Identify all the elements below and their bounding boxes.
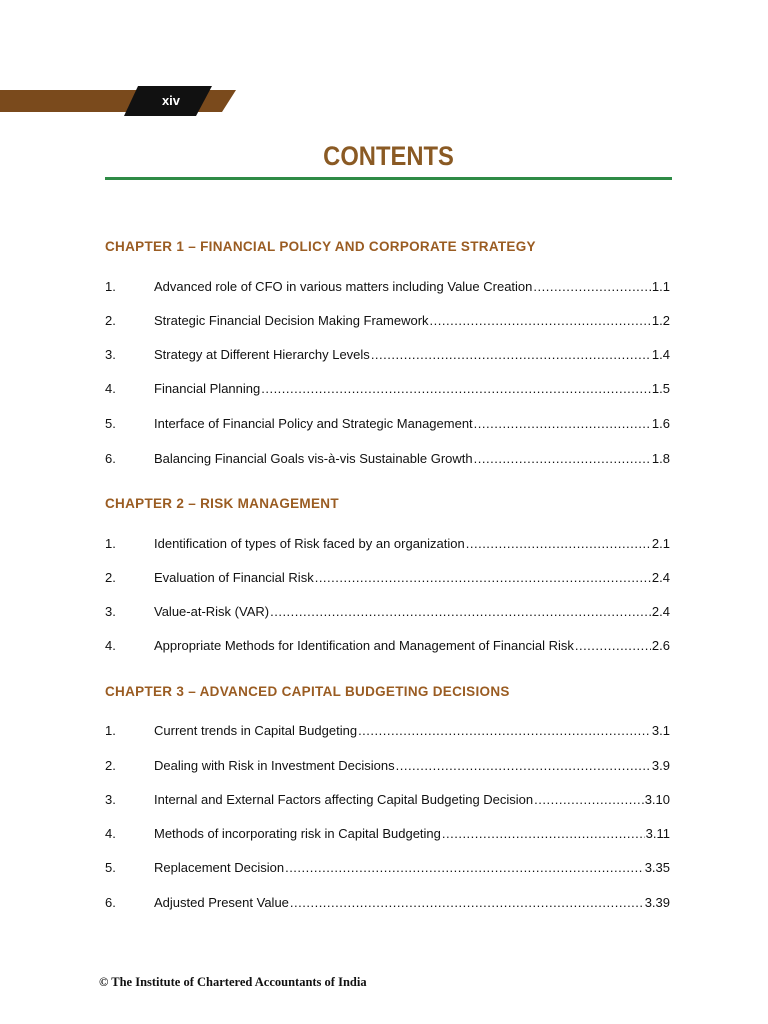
entry-title: Internal and External Factors affecting Capital Budgeting Decision <box>154 792 534 807</box>
leader-dots <box>474 416 651 431</box>
entry-page: 3.10 <box>644 792 670 807</box>
entry-page: 3.9 <box>651 758 670 773</box>
toc-entry[interactable] <box>105 313 670 331</box>
leader-dots <box>533 279 651 294</box>
leader-dots <box>534 792 644 807</box>
entry-title: Value-at-Risk (VAR) <box>154 604 270 619</box>
entry-number: 2. <box>105 570 116 585</box>
entry-title: Evaluation of Financial Risk <box>154 570 314 585</box>
entry-number: 3. <box>105 604 116 619</box>
copyright-footer: © The Institute of Chartered Accountants of India <box>99 975 367 989</box>
entry-number: 5. <box>105 416 116 431</box>
entry-title: Current trends in Capital Budgeting <box>154 723 358 738</box>
toc-entry[interactable] <box>105 570 670 588</box>
leader-dots <box>315 570 651 585</box>
entry-page: 2.1 <box>651 536 670 551</box>
leader-dots <box>285 860 644 875</box>
toc-entry[interactable] <box>105 860 670 878</box>
toc-entry[interactable] <box>105 723 670 741</box>
entry-number: 2. <box>105 313 116 328</box>
entry-page: 1.1 <box>651 279 670 294</box>
entry-page: 1.4 <box>651 347 670 362</box>
toc-entry[interactable] <box>105 758 670 776</box>
entry-number: 6. <box>105 895 116 910</box>
entry-page: 3.39 <box>644 895 670 910</box>
entry-title: Replacement Decision <box>154 860 285 875</box>
entry-number: 1. <box>105 723 116 738</box>
entry-title: Dealing with Risk in Investment Decisions <box>154 758 395 773</box>
toc-entry[interactable] <box>105 604 670 622</box>
entry-title: Interface of Financial Policy and Strategic Management <box>154 416 473 431</box>
toc-entry[interactable] <box>105 536 670 554</box>
entry-number: 3. <box>105 347 116 362</box>
toc-entry[interactable] <box>105 381 670 399</box>
page-title: CONTENTS <box>323 141 454 171</box>
title-divider <box>105 177 672 180</box>
toc-entry[interactable] <box>105 895 670 913</box>
entry-title: Balancing Financial Goals vis-à-vis Sustainable Growth <box>154 451 473 466</box>
entry-page: 3.35 <box>644 860 670 875</box>
entry-title: Strategy at Different Hierarchy Levels <box>154 347 370 362</box>
leader-dots <box>270 604 651 619</box>
entry-page: 1.8 <box>651 451 670 466</box>
leader-dots <box>430 313 651 328</box>
leader-dots <box>358 723 651 738</box>
leader-dots <box>466 536 651 551</box>
toc-entry[interactable] <box>105 416 670 434</box>
entry-title: Identification of types of Risk faced by an organization <box>154 536 465 551</box>
entry-title: Strategic Financial Decision Making Framework <box>154 313 429 328</box>
entry-number: 4. <box>105 381 116 396</box>
toc-entry[interactable] <box>105 792 670 810</box>
page-number: xiv <box>161 93 181 108</box>
leader-dots <box>396 758 651 773</box>
entry-page: 2.4 <box>651 570 670 585</box>
entry-number: 3. <box>105 792 116 807</box>
entry-number: 2. <box>105 758 116 773</box>
entry-number: 6. <box>105 451 116 466</box>
entry-page: 1.2 <box>651 313 670 328</box>
entry-page: 3.11 <box>645 826 670 841</box>
entry-title: Financial Planning <box>154 381 261 396</box>
leader-dots <box>371 347 651 362</box>
page-number-banner <box>0 86 240 116</box>
entry-page: 2.6 <box>651 638 670 653</box>
entry-title: Advanced role of CFO in various matters including Value Creation <box>154 279 533 294</box>
leader-dots <box>575 638 651 653</box>
entry-page: 1.6 <box>651 416 670 431</box>
entry-title: Methods of incorporating risk in Capital Budgeting <box>154 826 441 841</box>
entry-number: 4. <box>105 826 116 841</box>
entry-number: 1. <box>105 536 116 551</box>
toc-entry[interactable] <box>105 451 670 469</box>
leader-dots <box>290 895 644 910</box>
entry-page: 2.4 <box>651 604 670 619</box>
toc-entry[interactable] <box>105 279 670 297</box>
toc-entry[interactable] <box>105 826 670 844</box>
toc-entry[interactable] <box>105 638 670 656</box>
entry-number: 1. <box>105 279 116 294</box>
leader-dots <box>442 826 645 841</box>
entry-title: Appropriate Methods for Identification and Management of Financial Risk <box>154 638 574 653</box>
entry-number: 5. <box>105 860 116 875</box>
chapter-2-heading: CHAPTER 2 – RISK MANAGEMENT <box>105 496 339 511</box>
leader-dots <box>474 451 651 466</box>
entry-page: 1.5 <box>651 381 670 396</box>
toc-entry[interactable] <box>105 347 670 365</box>
entry-title: Adjusted Present Value <box>154 895 289 910</box>
chapter-1-heading: CHAPTER 1 – FINANCIAL POLICY AND CORPORATE STRATEGY <box>105 239 536 254</box>
entry-number: 4. <box>105 638 116 653</box>
chapter-3-heading: CHAPTER 3 – ADVANCED CAPITAL BUDGETING DECISIONS <box>105 684 510 699</box>
leader-dots <box>261 381 651 396</box>
entry-page: 3.1 <box>651 723 670 738</box>
